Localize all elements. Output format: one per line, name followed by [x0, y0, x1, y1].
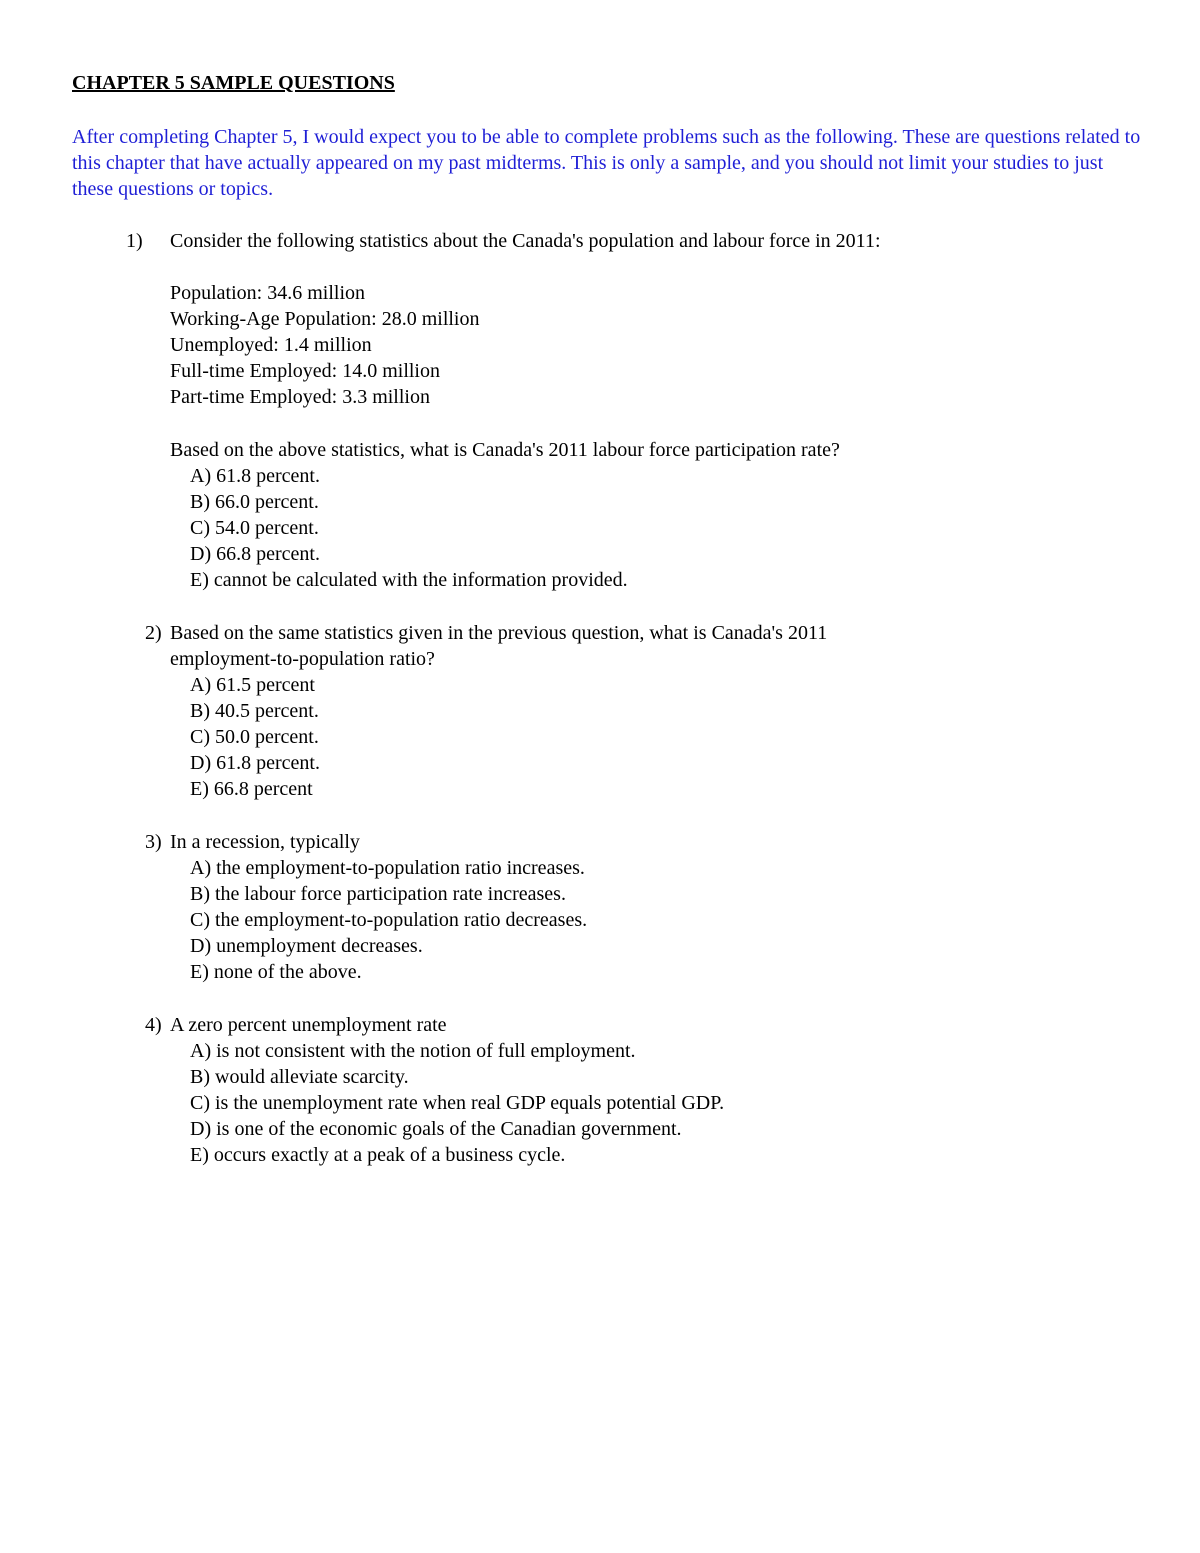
- answer-option: C) is the unemployment rate when real GDP equals potential GDP.: [190, 1092, 725, 1114]
- answer-option: C) the employment-to-population ratio decreases.: [190, 909, 588, 931]
- stat-line: Part-time Employed: 3.3 million: [170, 386, 430, 408]
- question-3-number: 3): [145, 831, 162, 853]
- answer-option: B) 66.0 percent.: [190, 491, 319, 513]
- answer-option: B) 40.5 percent.: [190, 700, 319, 722]
- answer-option: D) unemployment decreases.: [190, 935, 423, 957]
- answer-option: A) the employment-to-population ratio increases.: [190, 857, 585, 879]
- answer-option: A) 61.5 percent: [190, 674, 315, 696]
- stat-line: Full-time Employed: 14.0 million: [170, 360, 440, 382]
- question-4-stem: A zero percent unemployment rate: [170, 1014, 447, 1036]
- answer-option: B) would alleviate scarcity.: [190, 1066, 409, 1088]
- question-2-number: 2): [145, 622, 162, 644]
- question-2-stem: Based on the same statistics given in the previous question, what is Canada's 2011: [170, 622, 828, 644]
- answer-option: B) the labour force participation rate increases.: [190, 883, 566, 905]
- answer-option: E) none of the above.: [190, 961, 362, 983]
- question-3-stem: In a recession, typically: [170, 831, 360, 853]
- answer-option: E) occurs exactly at a peak of a business cycle.: [190, 1144, 566, 1166]
- answer-option: D) 66.8 percent.: [190, 543, 320, 565]
- answer-option: A) 61.8 percent.: [190, 465, 320, 487]
- answer-option: E) 66.8 percent: [190, 778, 313, 800]
- stat-line: Unemployed: 1.4 million: [170, 334, 372, 356]
- intro-paragraph: After completing Chapter 5, I would expect you to be able to complete problems such as the following. These are questions related to this chapter that have actually appeared on my past midterms. This is only a sample, and you should not limit your studies to just these questions or topics.: [72, 126, 1141, 200]
- question-4-number: 4): [145, 1014, 162, 1036]
- answer-option: C) 54.0 percent.: [190, 517, 319, 539]
- answer-option: D) 61.8 percent.: [190, 752, 320, 774]
- question-1-number: 1): [126, 230, 143, 252]
- answer-option: E) cannot be calculated with the information provided.: [190, 569, 628, 591]
- stat-line: Population: 34.6 million: [170, 282, 366, 304]
- answer-option: A) is not consistent with the notion of full employment.: [190, 1040, 636, 1062]
- document-title: CHAPTER 5 SAMPLE QUESTIONS: [72, 72, 395, 94]
- answer-option: D) is one of the economic goals of the Canadian government.: [190, 1118, 682, 1140]
- answer-option: C) 50.0 percent.: [190, 726, 319, 748]
- question-1-prompt: Based on the above statistics, what is Canada's 2011 labour force participation rate?: [170, 439, 840, 461]
- question-1-stem: Consider the following statistics about the Canada's population and labour force in 2011:: [170, 230, 881, 252]
- question-2-stem-continued: employment-to-population ratio?: [170, 648, 435, 670]
- stat-line: Working-Age Population: 28.0 million: [170, 308, 480, 330]
